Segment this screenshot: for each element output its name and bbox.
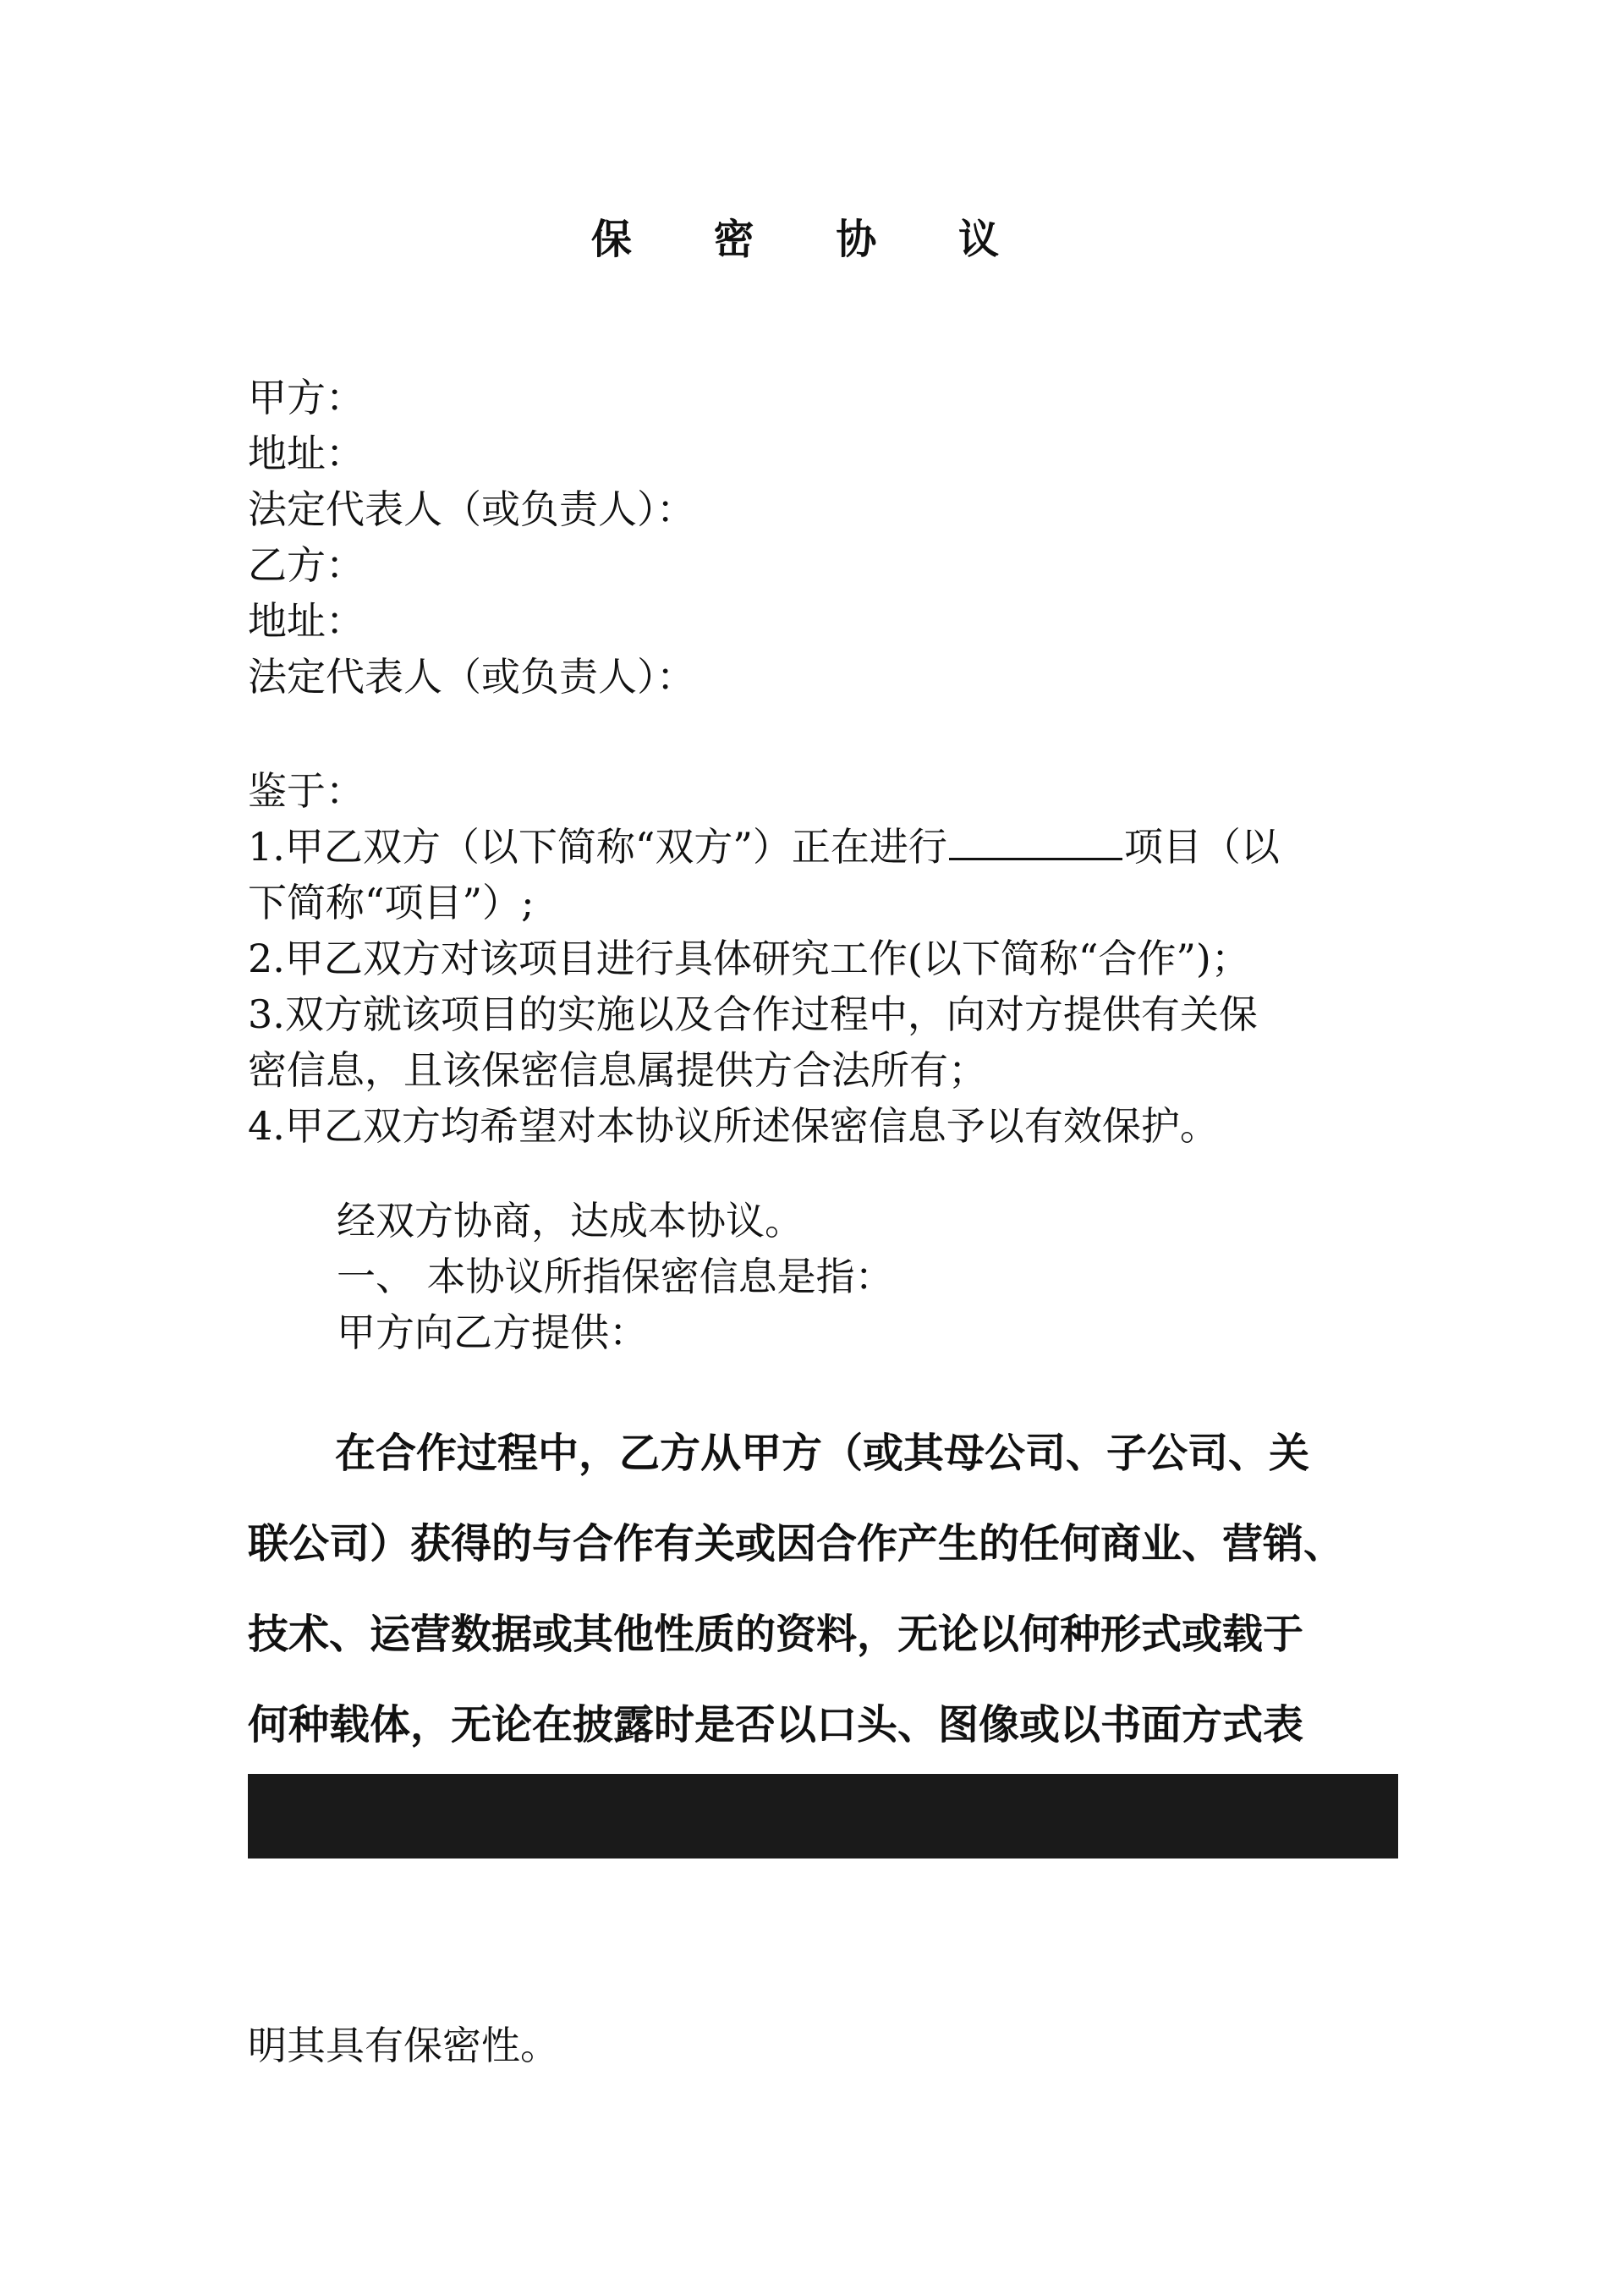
recitals-heading: 鉴于： [248, 768, 365, 814]
clause-1-provider: 甲方向乙方提供： [337, 1309, 648, 1355]
recital-item-2: 2.甲乙双方对该项目进行具体研究工作(以下简称“合作”)； [248, 936, 1250, 981]
recital-item-1-continued: 下简称“项目”）; [248, 880, 535, 925]
party-b-label: 乙方： [248, 542, 365, 588]
agreement-intro [337, 1193, 1487, 1360]
document-title: 保 密 协 议 [590, 216, 1034, 263]
recital-item-1-text-start: 1.甲乙双方（以下简称“双方”）正在进行 [248, 824, 947, 870]
recital-item-1-text-end: 项目（以 [1123, 824, 1280, 870]
recital-item-4: 4.甲乙双方均希望对本协议所述保密信息予以有效保护。 [248, 1103, 1219, 1149]
definition-line-1: 在合作过程中，乙方从甲方（或其母公司、子公司、关 [335, 1430, 1310, 1477]
clause-1-heading: 一、 本协议所指保密信息是指： [337, 1254, 894, 1299]
party-a-label: 甲方： [248, 375, 365, 420]
agreement-statement: 经双方协商，达成本协议。 [337, 1198, 804, 1244]
recital-item-3-continued: 密信息，且该保密信息属提供方合法所有； [248, 1047, 987, 1093]
party-a-representative-label: 法定代表人（或负责人）： [248, 486, 695, 532]
party-info [248, 370, 1398, 705]
party-a-address-label: 地址： [248, 431, 365, 476]
party-b-address-label: 地址： [248, 598, 365, 644]
closing-text: 明其具有保密性。 [248, 2023, 559, 2068]
recitals [248, 763, 1398, 1154]
definition-line-4: 何种载体，无论在披露时是否以口头、图像或以书面方式表 [248, 1701, 1304, 1749]
recital-item-1 [248, 819, 1398, 875]
confidential-info-definition [248, 1408, 1398, 1771]
party-b-representative-label: 法定代表人（或负责人）： [248, 654, 695, 700]
redaction-bar [248, 1774, 1398, 1859]
recital-item-3: 3.双方就该项目的实施以及合作过程中，向对方提供有关保 [248, 991, 1258, 1037]
definition-line-3: 技术、运营数据或其他性质的资料，无论以何种形式或载于 [248, 1611, 1304, 1658]
project-name-blank [949, 819, 1122, 860]
definition-line-2: 联公司）获得的与合作有关或因合作产生的任何商业、营销、 [248, 1520, 1345, 1568]
